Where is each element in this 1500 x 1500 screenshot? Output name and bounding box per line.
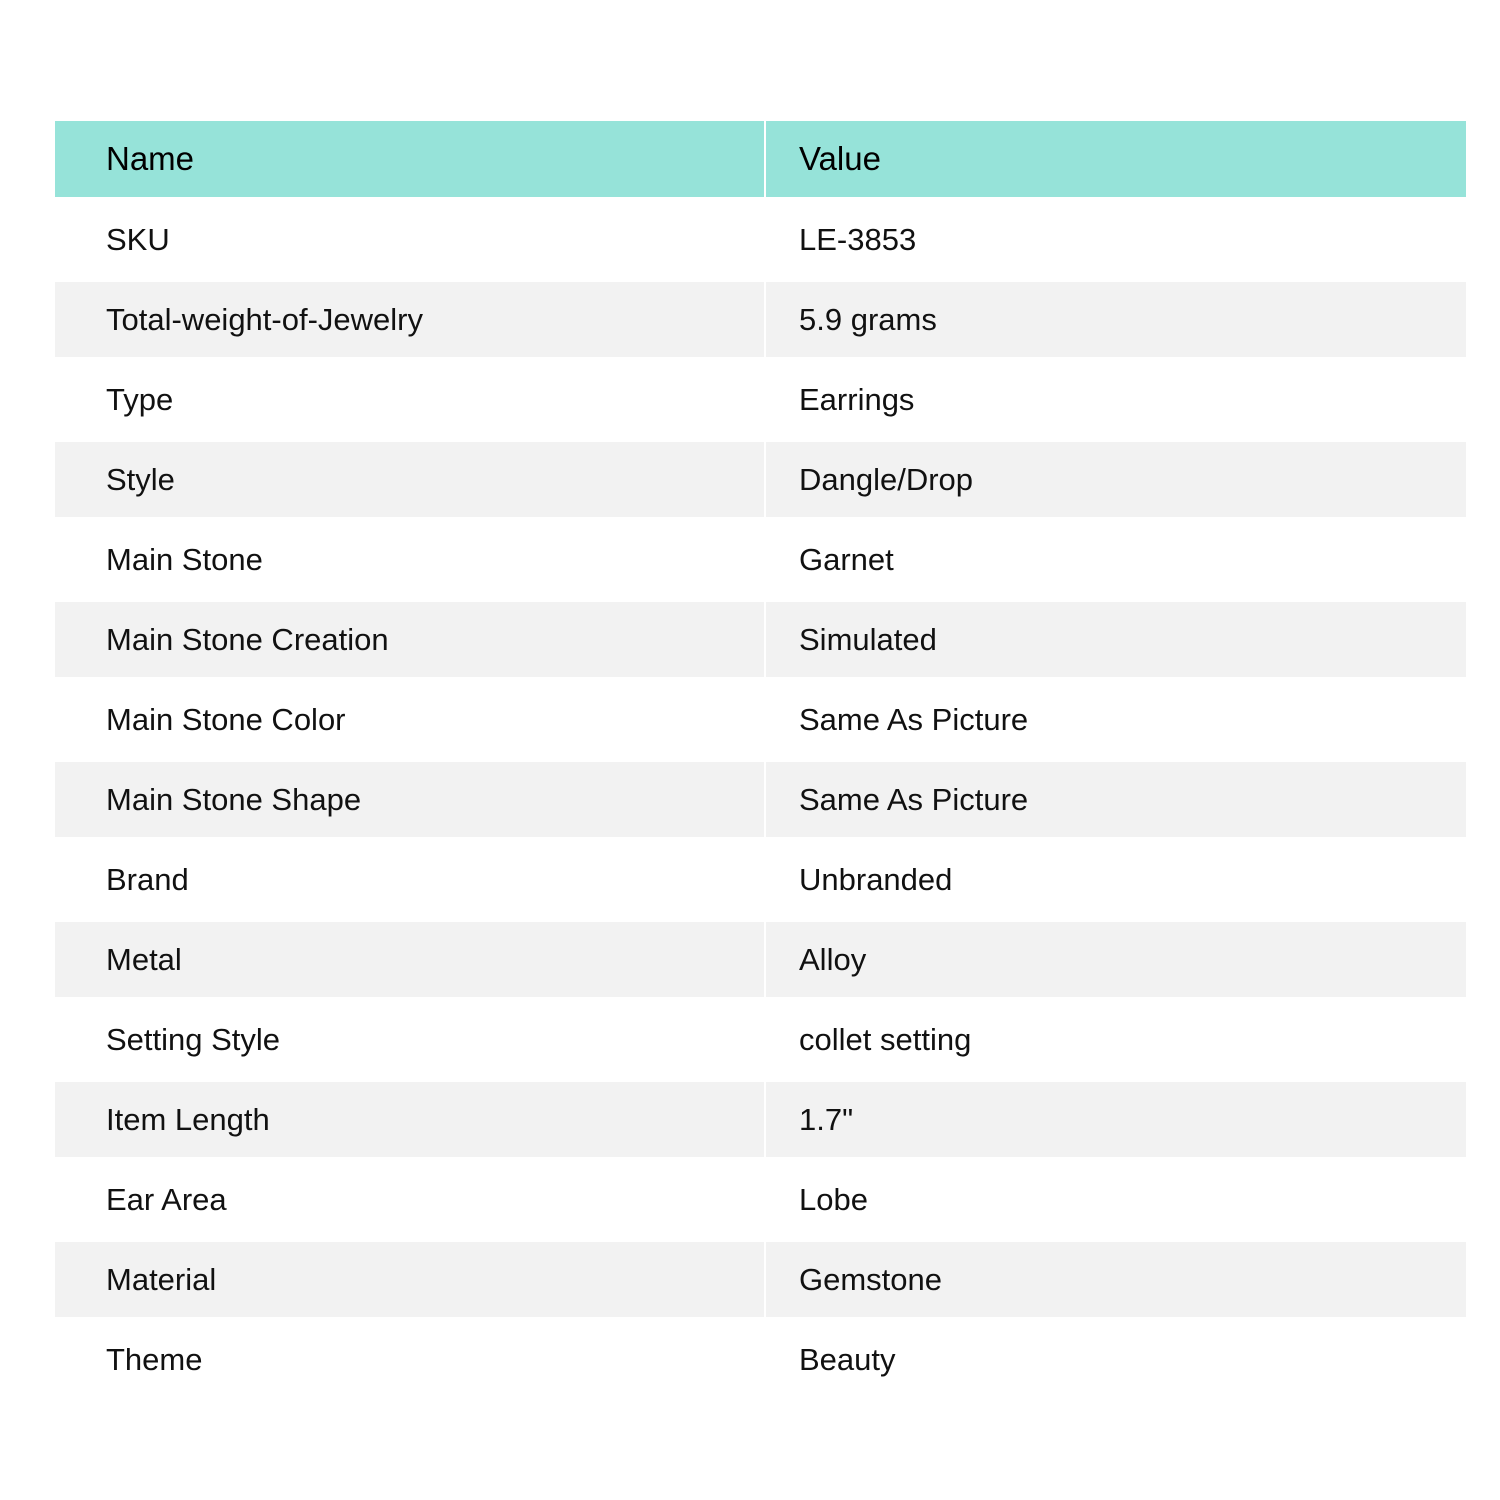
row-name-cell: Main Stone Creation xyxy=(55,602,766,677)
row-value-cell: Gemstone xyxy=(766,1242,1466,1317)
table-row xyxy=(55,282,1466,357)
table-row xyxy=(55,1157,1466,1242)
row-value-cell: Simulated xyxy=(766,602,1466,677)
table-row xyxy=(55,442,1466,517)
header-row xyxy=(55,121,1466,197)
table-row xyxy=(55,762,1466,837)
row-name-cell: Main Stone Shape xyxy=(55,762,766,837)
table-row xyxy=(55,197,1466,282)
row-name-cell: Ear Area xyxy=(55,1157,766,1242)
row-value-cell: 1.7" xyxy=(766,1082,1466,1157)
table-row xyxy=(55,1242,1466,1317)
row-value-cell: Beauty xyxy=(799,1341,896,1377)
row-name-cell: SKU xyxy=(55,197,766,282)
spec-table xyxy=(55,121,1466,1402)
table-row xyxy=(55,1082,1466,1157)
row-name-cell: Brand xyxy=(55,837,766,922)
header-name-cell: Name xyxy=(55,121,766,197)
table-header xyxy=(55,121,1466,197)
table-row xyxy=(55,677,1466,762)
table-row xyxy=(55,1317,1466,1402)
row-name-cell: Style xyxy=(55,442,766,517)
row-name-cell: Total-weight-of-Jewelry xyxy=(55,282,766,357)
row-name-cell: Theme xyxy=(55,1317,766,1402)
row-value-cell: Earrings xyxy=(799,381,915,417)
row-value-cell: Lobe xyxy=(799,1181,868,1217)
row-value-cell: collet setting xyxy=(799,1021,972,1057)
row-name-cell: Item Length xyxy=(55,1082,766,1157)
row-name-cell: Material xyxy=(55,1242,766,1317)
row-value-cell: Alloy xyxy=(766,922,1466,997)
table-row xyxy=(55,357,1466,442)
table-row xyxy=(55,922,1466,997)
row-value-cell: Dangle/Drop xyxy=(766,442,1466,517)
row-name-cell: Type xyxy=(55,357,766,442)
row-name-cell: Main Stone Color xyxy=(55,677,766,762)
table-body xyxy=(55,197,1466,1402)
row-name-cell: Metal xyxy=(55,922,766,997)
row-value-cell: Same As Picture xyxy=(799,701,1029,737)
table-row xyxy=(55,997,1466,1082)
table-row xyxy=(55,602,1466,677)
row-value-cell: 5.9 grams xyxy=(766,282,1466,357)
row-value-cell: Unbranded xyxy=(799,861,953,897)
table-row xyxy=(55,837,1466,922)
row-value-cell: Garnet xyxy=(799,541,894,577)
header-value-cell: Value xyxy=(766,121,1466,197)
row-value-cell: Same As Picture xyxy=(766,762,1466,837)
row-name-cell: Setting Style xyxy=(55,997,766,1082)
row-value-cell: LE-3853 xyxy=(799,221,917,257)
table-row xyxy=(55,517,1466,602)
row-name-cell: Main Stone xyxy=(55,517,766,602)
